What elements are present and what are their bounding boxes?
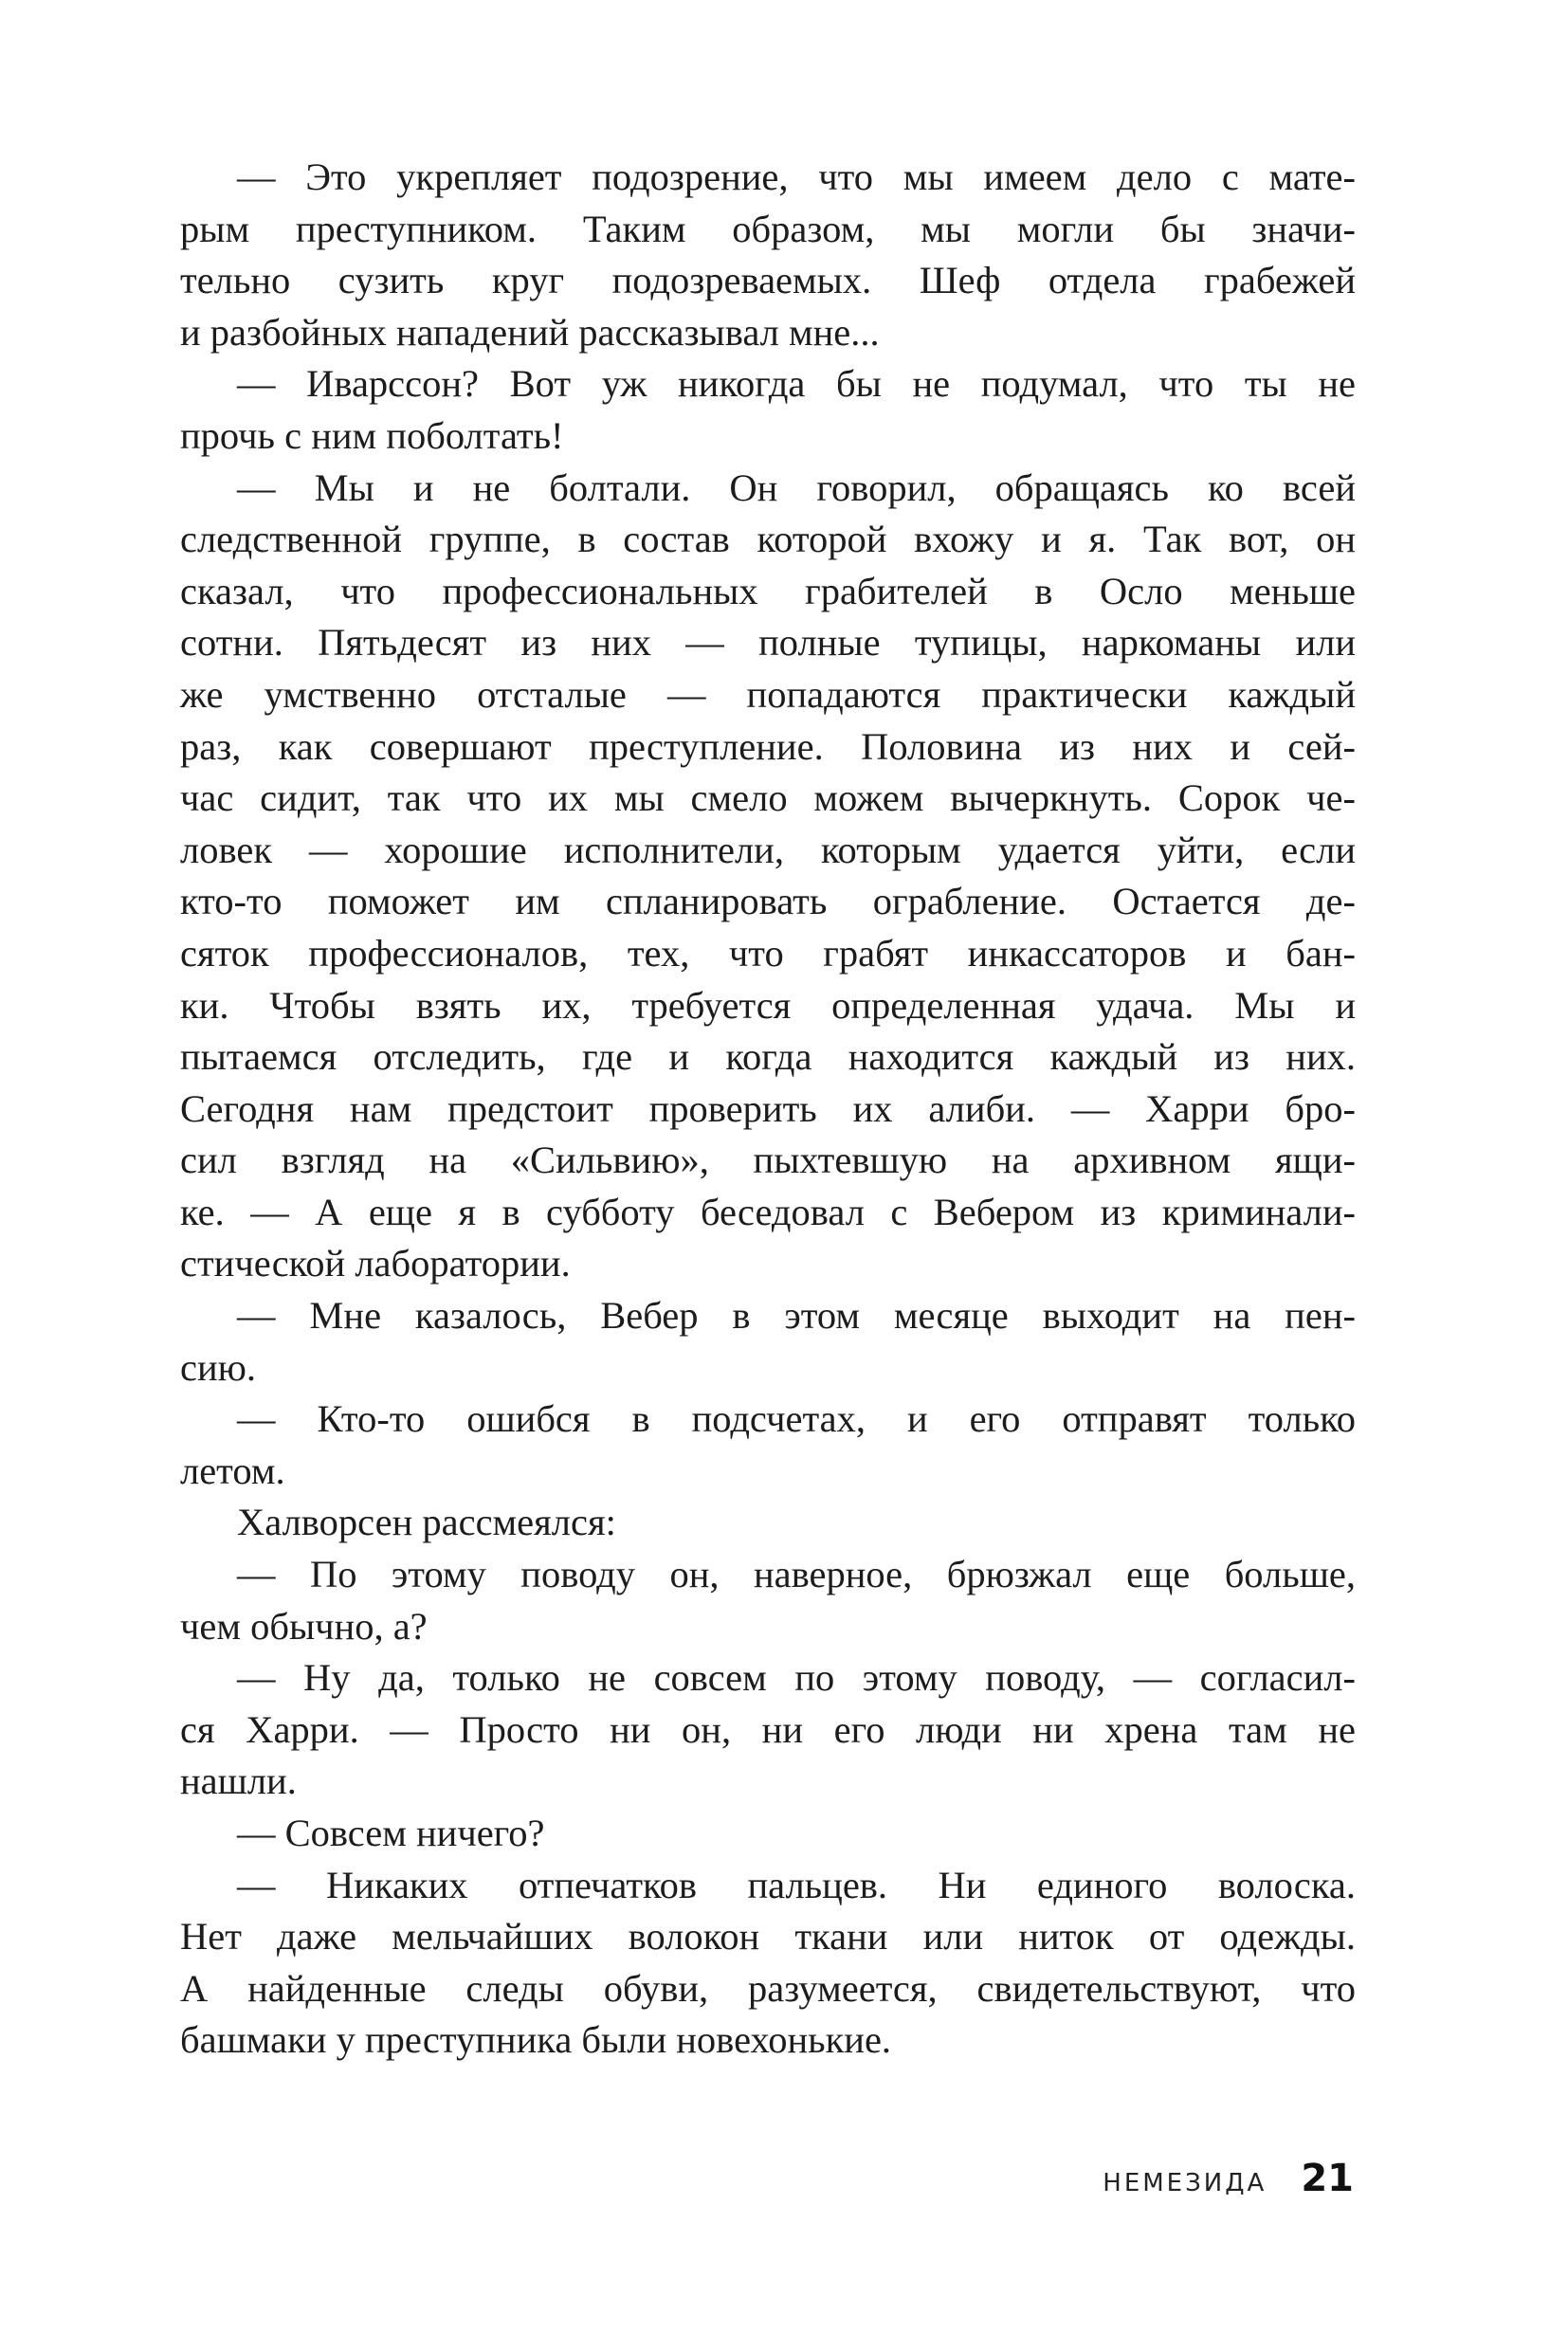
text-line: ке. — А еще я в субботу беседовал с Вебером из криминали- bbox=[180, 1190, 1356, 1233]
text-line: час сидит, так что их мы смело можем вычеркнуть. Сорок че- bbox=[180, 776, 1356, 820]
text-line: пытаемся отследить, где и когда находится каждый из них. bbox=[180, 1035, 1356, 1079]
text-line: сяток профессионалов, тех, что грабят инкассаторов и бан- bbox=[180, 931, 1356, 975]
text-line: Сегодня нам предстоит проверить их алиби. — Харри бро- bbox=[180, 1086, 1356, 1130]
text-line: сил взгляд на «Сильвию», пыхтевшую на архивном ящи- bbox=[180, 1139, 1356, 1182]
text-line: Халворсен рассмеялся: bbox=[237, 1501, 616, 1544]
text-line: следственной группе, в состав которой вхожу и я. Так вот, он bbox=[180, 518, 1356, 561]
text-line: — Кто-то ошибся в подсчетах, и его отправят только bbox=[237, 1397, 1356, 1441]
text-line: сотни. Пятьдесят из них — полные тупицы, наркоманы или bbox=[180, 621, 1356, 665]
text-line: нашли. bbox=[180, 1759, 297, 1803]
text-line: ся Харри. — Просто ни он, ни его люди ни хрена там не bbox=[180, 1707, 1356, 1751]
text-line: же умственно отсталые — попадаются практически каждый bbox=[180, 672, 1356, 716]
text-line: — Совсем ничего? bbox=[237, 1812, 545, 1854]
text-line: летом. bbox=[180, 1449, 285, 1492]
body-text bbox=[180, 152, 1356, 2067]
text-line: — По этому поводу он, наверное, брюзжал еще больше, bbox=[237, 1553, 1356, 1596]
text-line: А найденные следы обуви, разумеется, свидетельствуют, что bbox=[180, 1966, 1356, 2010]
text-line: башмаки у преступника были новехонькие. bbox=[180, 2018, 892, 2062]
text-line: тельно сузить круг подозреваемых. Шеф отдела грабежей bbox=[180, 259, 1356, 302]
text-line: ловек — хорошие исполнители, которым удается уйти, если bbox=[180, 828, 1356, 871]
text-line: стической лаборатории. bbox=[180, 1242, 571, 1285]
text-line: — Никаких отпечатков пальцев. Ни единого волоска. bbox=[237, 1863, 1356, 1906]
text-line: сию. bbox=[180, 1345, 257, 1389]
text-line: прочь с ним поболтать! bbox=[180, 413, 564, 457]
text-line: чем обычно, а? bbox=[180, 1604, 428, 1648]
page-number: 21 bbox=[1301, 2157, 1354, 2200]
text-line: — Это укрепляет подозрение, что мы имеем дело с мате- bbox=[237, 155, 1356, 198]
text-line: ки. Чтобы взять их, требуется определенная удача. Мы и bbox=[180, 983, 1356, 1027]
page-footer bbox=[1103, 2157, 1354, 2200]
text-line: — Ну да, только не совсем по этому поводу, — согласил- bbox=[237, 1656, 1356, 1700]
text-line: рым преступником. Таким образом, мы могли бы значи- bbox=[180, 207, 1356, 250]
text-line: сказал, что профессиональных грабителей в Осло меньше bbox=[180, 569, 1356, 612]
text-line: — Мы и не болтали. Он говорил, обращаясь ко всей bbox=[237, 465, 1356, 509]
text-line: — Мне казалось, Вебер в этом месяце выходит на пен- bbox=[237, 1294, 1356, 1338]
text-line: и разбойных нападений рассказывал мне... bbox=[180, 310, 880, 354]
text-line: — Иварссон? Вот уж никогда бы не подумал, что ты не bbox=[237, 362, 1356, 406]
text-line: Нет даже мельчайших волокон ткани или ниток от одежды. bbox=[180, 1915, 1356, 1959]
running-title: НЕМЕЗИДА bbox=[1103, 2169, 1267, 2197]
text-line: раз, как совершают преступление. Половина из них и сей- bbox=[180, 724, 1356, 768]
text-line: кто-то поможет им спланировать ограбление. Остается де- bbox=[180, 880, 1356, 923]
